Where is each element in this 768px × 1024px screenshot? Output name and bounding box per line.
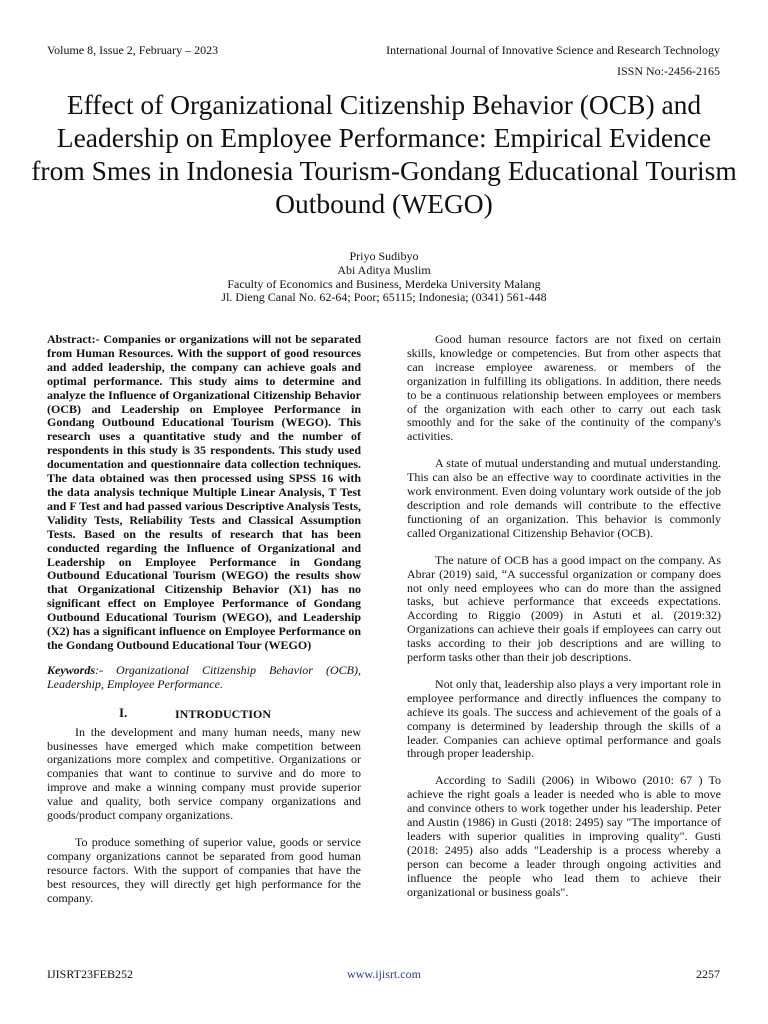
abstract: Abstract:- Companies or organizations will not be separated from Human Resources. With the support of good resources and added leadership, the company can achieve goals and optimal performance. This study aims to determine and analyze the Influence of Organizational Citizenship Behavior (OCB) and Leadership on Employee Performance in Gondang Outbound Educational Tourism (WEGO). This research uses a quantitative study and the number of respondents in this study is 35 respondents. This study used documentation and questionnaire data collection techniques. The data obtained was then processed using SPSS 16 with the data analysis technique Multiple Linear Analysis, T Test and F Test and had passed various Descriptive Analysis Tests, Validity Tests, Reliability Tests and Classical Assumption Tests. Based on the results of research that has been conducted regarding the Influence of Organizational and Leadership on Employee Performance in Gondang Outbound Educational Tourism (WEGO) the results show that Organizational Citizenship Behavior (X1) has no significant effect on Employee Performance of Gondang Outbound Educational Tourism (WEGO), and Leadership (X2) has a significant influence on Employee Performance on the Gondang Outbound Educational Tour (WEGO)	[47, 332, 361, 652]
section-heading	[47, 706, 361, 726]
journal-name: International Journal of Innovative Science and Research Technology	[386, 43, 720, 57]
author-name: Priyo Sudibyo	[349, 249, 419, 263]
left-column	[47, 333, 361, 906]
paragraph: In the development and many human needs, many new businesses have emerged which make competition between organizations more complex and competitive. Organizations or companies that want to continue to survive and do more to improve and make a winning company must provide superior value and quality, both service company organizations and goods/product company organizations.	[47, 724, 361, 823]
paper-title: Effect of Organizational Citizenship Behavior (OCB) and Leadership on Employee Performance: Empirical Evidence from Smes in Indonesia Tourism-Gondang Educational Tourism Outbound (WEGO)	[31, 89, 737, 219]
page-number: 2257	[696, 967, 720, 981]
right-column	[407, 333, 721, 900]
paragraph: Good human resource factors are not fixed on certain skills, knowledge or competencies. But from other aspects that can increase employee awareness. or members of the organization in fulfilling its obligations. In addition, there needs to be a continuous relationship between employees or members of the organization with each other to carry out each task smoothly and for the sake of the continuity of the company's activities.	[407, 332, 721, 444]
affiliation: Faculty of Economics and Business, Merdeka University Malang	[227, 276, 541, 291]
volume-issue: Volume 8, Issue 2, February – 2023	[47, 43, 219, 57]
author-name: Abi Aditya Muslim	[337, 262, 431, 277]
address: Jl. Dieng Canal No. 62-64; Poor; 65115; Indonesia; (0341) 561-448	[221, 290, 547, 305]
keywords	[47, 664, 361, 692]
keywords-label: Keywords	[47, 662, 95, 677]
paragraph: To produce something of superior value, goods or service company organizations cannot be separated from good human resource factors. With the support of companies that have the best resources, they will directly get high performance for the company.	[47, 835, 361, 905]
author-block	[0, 250, 768, 305]
paragraph: A state of mutual understanding and mutual understanding. This can also be an effective way to coordinate activities in the work environment. Even doing voluntary work outside of the job description and role demands will contribute to the effective functioning of an organization. This behavior is commonly called Organizational Citizenship Behavior (OCB).	[407, 456, 721, 540]
keywords-text: :- Organizational Citizenship Behavior (OCB), Leadership, Employee Performance.	[47, 662, 361, 691]
website-link[interactable]: www.ijisrt.com	[347, 967, 421, 981]
paragraph: Not only that, leadership also plays a very important role in employee performance and directly influences the company to achieve its goals. The success and achievement of the goals of a company is determined by leadership through the skills of a leader. Companies can achieve optimal performance and goals through proper leadership.	[407, 676, 721, 761]
issn: ISSN No:-2456-2165	[616, 64, 720, 78]
paragraph: The nature of OCB has a good impact on the company. As Abrar (2019) said, “A successful organization or company does not only need employees who can do more than the assigned tasks, but achieve performance that exceeds expectations. According to Riggio (2009) in Astuti et al. (2019:32) Organizations can achieve their goals if employees can carry out tasks according to their job descriptions and are willing to perform tasks other than their job descriptions.	[407, 552, 721, 665]
section-number: I.	[119, 704, 128, 720]
paragraph: According to Sadili (2006) in Wibowo (2010: 67 ) To achieve the right goals a leader is needed who is able to move and convince others to work together under his leadership. Peter and Austin (1986) in Gusti (2018: 2495) say "The importance of leaders with superior qualities in improving quality". Gusti (2018: 2495) also adds "Leadership is a process whereby a person can become a leader through ongoing activities and influence the people who lead them to achieve their organizational or business goals".	[407, 773, 721, 899]
section-title: INTRODUCTION	[175, 706, 272, 721]
article-code: IJISRT23FEB252	[47, 967, 133, 981]
